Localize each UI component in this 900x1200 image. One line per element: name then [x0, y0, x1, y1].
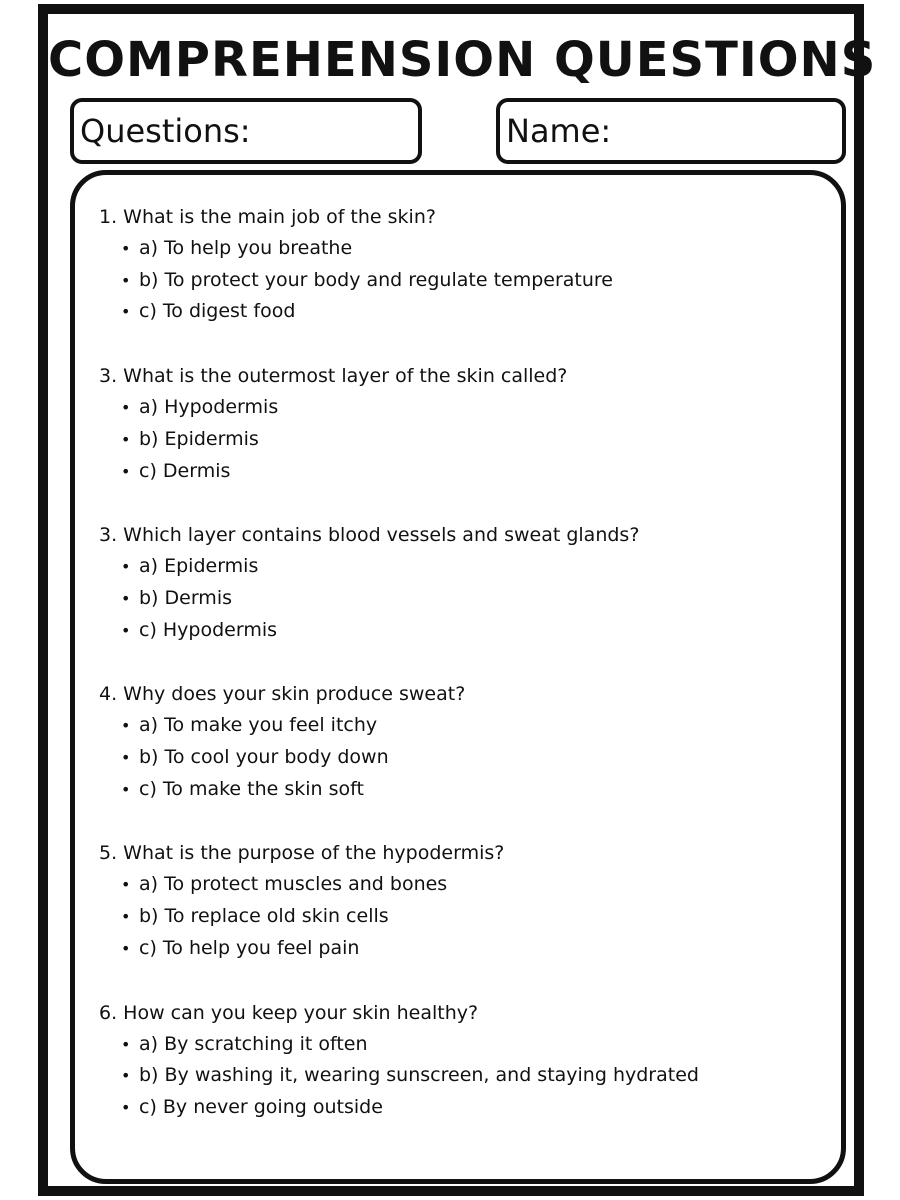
option-item: [119, 742, 821, 774]
option-text: b) To cool your body down: [139, 746, 389, 769]
bullet-icon: •: [121, 748, 131, 768]
bullet-icon: •: [121, 461, 131, 481]
bullet-icon: •: [121, 1097, 131, 1117]
option-text: c) Dermis: [139, 459, 231, 482]
question-text: 1. What is the main job of the skin?: [99, 206, 436, 228]
question-text: 5. What is the purpose of the hypodermis?: [99, 842, 505, 865]
bullet-icon: •: [121, 1034, 131, 1054]
option-text: c) To help you feel pain: [139, 936, 360, 959]
option-list: [99, 710, 821, 805]
bullet-icon: •: [121, 429, 131, 449]
option-text: c) To digest food: [139, 300, 296, 323]
questions-label: Questions:: [80, 112, 251, 150]
option-item: [119, 933, 821, 965]
option-text: b) To replace old skin cells: [139, 905, 389, 928]
question-4: [99, 678, 821, 805]
bullet-icon: •: [121, 779, 131, 799]
worksheet-frame: [38, 4, 877, 1196]
option-text: a) Hypodermis: [139, 396, 279, 419]
option-item: [119, 901, 821, 933]
option-item: [119, 392, 821, 424]
option-item: [119, 710, 821, 742]
option-item: [119, 1060, 821, 1092]
option-item: [119, 1029, 821, 1061]
option-list: [99, 551, 821, 646]
bullet-icon: •: [121, 398, 131, 418]
option-item: [119, 1092, 821, 1124]
option-text: c) By never going outside: [139, 1095, 383, 1118]
option-item: [119, 551, 821, 583]
question-3: [99, 519, 821, 646]
question-text: 3. Which layer contains blood vessels and sweat glands?: [99, 524, 640, 547]
option-list: [99, 233, 821, 328]
option-text: b) By washing it, wearing sunscreen, and staying hydrated: [139, 1064, 699, 1087]
name-field[interactable]: [496, 98, 846, 164]
question-1: [99, 201, 821, 328]
option-text: b) Dermis: [139, 586, 232, 609]
question-text: 4. Why does your skin produce sweat?: [99, 683, 466, 706]
option-item: [119, 583, 821, 615]
questions-field[interactable]: [70, 98, 422, 164]
option-item: [119, 424, 821, 456]
option-text: b) Epidermis: [139, 427, 259, 450]
bullet-icon: •: [121, 270, 131, 290]
bullet-icon: •: [121, 557, 131, 577]
bullet-icon: •: [121, 938, 131, 958]
option-item: [119, 615, 821, 647]
option-item: [119, 233, 821, 265]
option-text: b) To protect your body and regulate temperature: [139, 268, 613, 291]
page-title: COMPREHENSION QUESTIONS: [48, 32, 877, 88]
questions-panel: [70, 170, 846, 1184]
option-text: c) Hypodermis: [139, 618, 278, 641]
option-item: [119, 456, 821, 488]
name-label: Name:: [506, 112, 612, 150]
bullet-icon: •: [121, 716, 131, 736]
option-item: [119, 296, 821, 328]
option-text: a) To make you feel itchy: [139, 714, 378, 737]
option-text: a) By scratching it often: [139, 1032, 368, 1055]
option-text: a) Epidermis: [139, 555, 259, 578]
bullet-icon: •: [121, 588, 131, 608]
bullet-icon: •: [121, 907, 131, 927]
option-list: [99, 1029, 821, 1124]
option-text: a) To help you breathe: [139, 237, 353, 259]
option-item: [119, 869, 821, 901]
bullet-icon: •: [121, 620, 131, 640]
question-2: [99, 360, 821, 487]
option-text: c) To make the skin soft: [139, 777, 364, 800]
question-text: 3. What is the outermost layer of the skin called?: [99, 365, 568, 388]
option-list: [99, 869, 821, 964]
bullet-icon: •: [121, 239, 131, 258]
bullet-icon: •: [121, 302, 131, 322]
option-item: [119, 265, 821, 297]
question-6: [99, 997, 821, 1124]
bullet-icon: •: [121, 875, 131, 895]
question-5: [99, 837, 821, 964]
option-item: [119, 774, 821, 806]
bullet-icon: •: [121, 1066, 131, 1086]
question-text: 6. How can you keep your skin healthy?: [99, 1001, 479, 1024]
option-text: a) To protect muscles and bones: [139, 873, 448, 896]
option-list: [99, 392, 821, 487]
